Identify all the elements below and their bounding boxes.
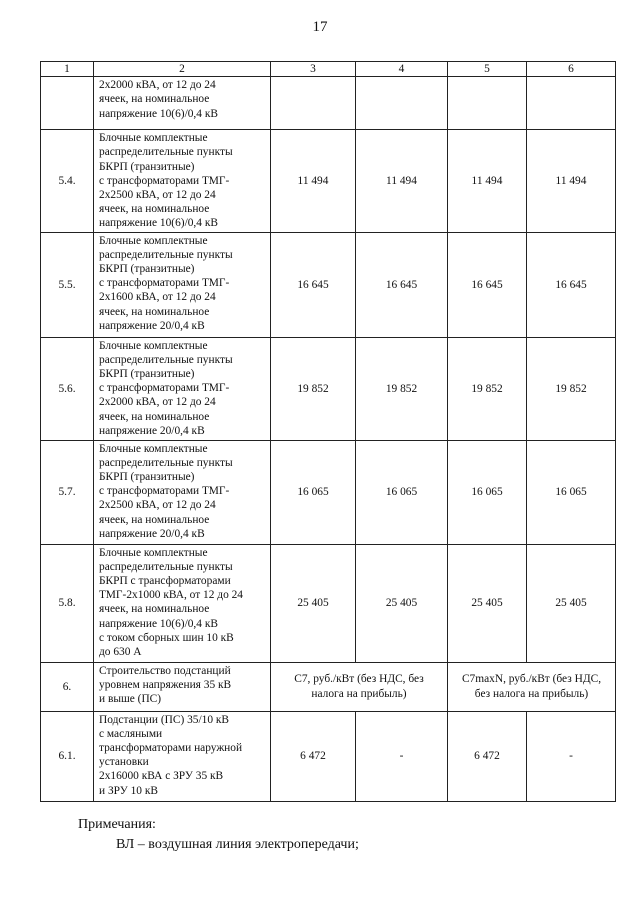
value-col3: 19 852 [271, 337, 356, 440]
value-col3: 16 645 [271, 232, 356, 337]
table-row-5-4 [41, 130, 616, 232]
value-col4: 25 405 [356, 544, 448, 662]
row-description: Блочные комплектные распределительные пункты БКРП (транзитные) с трансформаторами ТМГ- 2х2500 кВА, от 12 до 24 ячеек, на номинальное напряжение 20/0,4 кВ [94, 440, 271, 544]
value-col5: 16 065 [448, 440, 527, 544]
value-col6: - [527, 711, 616, 801]
col-header-2: 2 [94, 62, 271, 77]
value-cell [527, 77, 616, 130]
col-header-6: 6 [527, 62, 616, 77]
value-col4: 19 852 [356, 337, 448, 440]
value-col6: 19 852 [527, 337, 616, 440]
row-description: Строительство подстанций уровнем напряжения 35 кВ и выше (ПС) [94, 662, 271, 711]
table-row-5-5 [41, 232, 616, 337]
col-header-1: 1 [41, 62, 94, 77]
column-number-row [41, 62, 616, 77]
value-col3: 25 405 [271, 544, 356, 662]
row-description: 2х2000 кВА, от 12 до 24 ячеек, на номинальное напряжение 10(6)/0,4 кВ [94, 77, 271, 130]
notes-title: Примечания: [78, 817, 156, 832]
value-col5: 6 472 [448, 711, 527, 801]
value-col6: 11 494 [527, 130, 616, 232]
table-row-continued [41, 77, 616, 130]
table-row-6-1 [41, 711, 616, 801]
value-col6: 25 405 [527, 544, 616, 662]
row-description: Блочные комплектные распределительные пункты БКРП с трансформаторами ТМГ-2х1000 кВА, от 12 до 24 ячеек, на номинальное напряжение 10(6)/0,4 кВ с током сборных шин 10 кВ до 630 А [94, 544, 271, 662]
col-header-4: 4 [356, 62, 448, 77]
c7-rate-header: С7, руб./кВт (без НДС, без налога на прибыль) [271, 662, 448, 711]
c7maxn-rate-header: С7maxN, руб./кВт (без НДС, без налога на прибыль) [448, 662, 616, 711]
table-row-5-7 [41, 440, 616, 544]
value-col4: 11 494 [356, 130, 448, 232]
value-cell [356, 77, 448, 130]
value-col4: 16 065 [356, 440, 448, 544]
row-description: Блочные комплектные распределительные пункты БКРП (транзитные) с трансформаторами ТМГ- 2х2500 кВА, от 12 до 24 ячеек, на номинальное напряжение 10(6)/0,4 кВ [94, 130, 271, 232]
row-number: 5.7. [41, 440, 94, 544]
row-number: 5.8. [41, 544, 94, 662]
col-header-3: 3 [271, 62, 356, 77]
value-col4: 16 645 [356, 232, 448, 337]
row-description: Блочные комплектные распределительные пункты БКРП (транзитные) с трансформаторами ТМГ- 2х2000 кВА, от 12 до 24 ячеек, на номинальное напряжение 20/0,4 кВ [94, 337, 271, 440]
value-col3: 11 494 [271, 130, 356, 232]
row-number: 5.5. [41, 232, 94, 337]
tariff-table [40, 61, 616, 802]
note-line: ВЛ – воздушная линия электропередачи; [116, 837, 359, 852]
row-number: 6. [41, 662, 94, 711]
row-number-cell [41, 77, 94, 130]
value-col6: 16 065 [527, 440, 616, 544]
value-col3: 6 472 [271, 711, 356, 801]
value-cell [271, 77, 356, 130]
row-number: 5.4. [41, 130, 94, 232]
table-row-5-8 [41, 544, 616, 662]
value-col5: 19 852 [448, 337, 527, 440]
row-number: 5.6. [41, 337, 94, 440]
row-number: 6.1. [41, 711, 94, 801]
value-col4: - [356, 711, 448, 801]
value-cell [448, 77, 527, 130]
value-col6: 16 645 [527, 232, 616, 337]
table-row-5-6 [41, 337, 616, 440]
table-row-6 [41, 662, 616, 711]
page-number: 17 [312, 19, 328, 35]
notes-section [78, 815, 359, 855]
value-col5: 25 405 [448, 544, 527, 662]
value-col5: 16 645 [448, 232, 527, 337]
value-col3: 16 065 [271, 440, 356, 544]
row-description: Подстанции (ПС) 35/10 кВ с масляными трансформаторами наружной установки 2х16000 кВА с ЗРУ 35 кВ и ЗРУ 10 кВ [94, 711, 271, 801]
value-col5: 11 494 [448, 130, 527, 232]
col-header-5: 5 [448, 62, 527, 77]
row-description: Блочные комплектные распределительные пункты БКРП (транзитные) с трансформаторами ТМГ- 2х1600 кВА, от 12 до 24 ячеек, на номинальное напряжение 20/0,4 кВ [94, 232, 271, 337]
